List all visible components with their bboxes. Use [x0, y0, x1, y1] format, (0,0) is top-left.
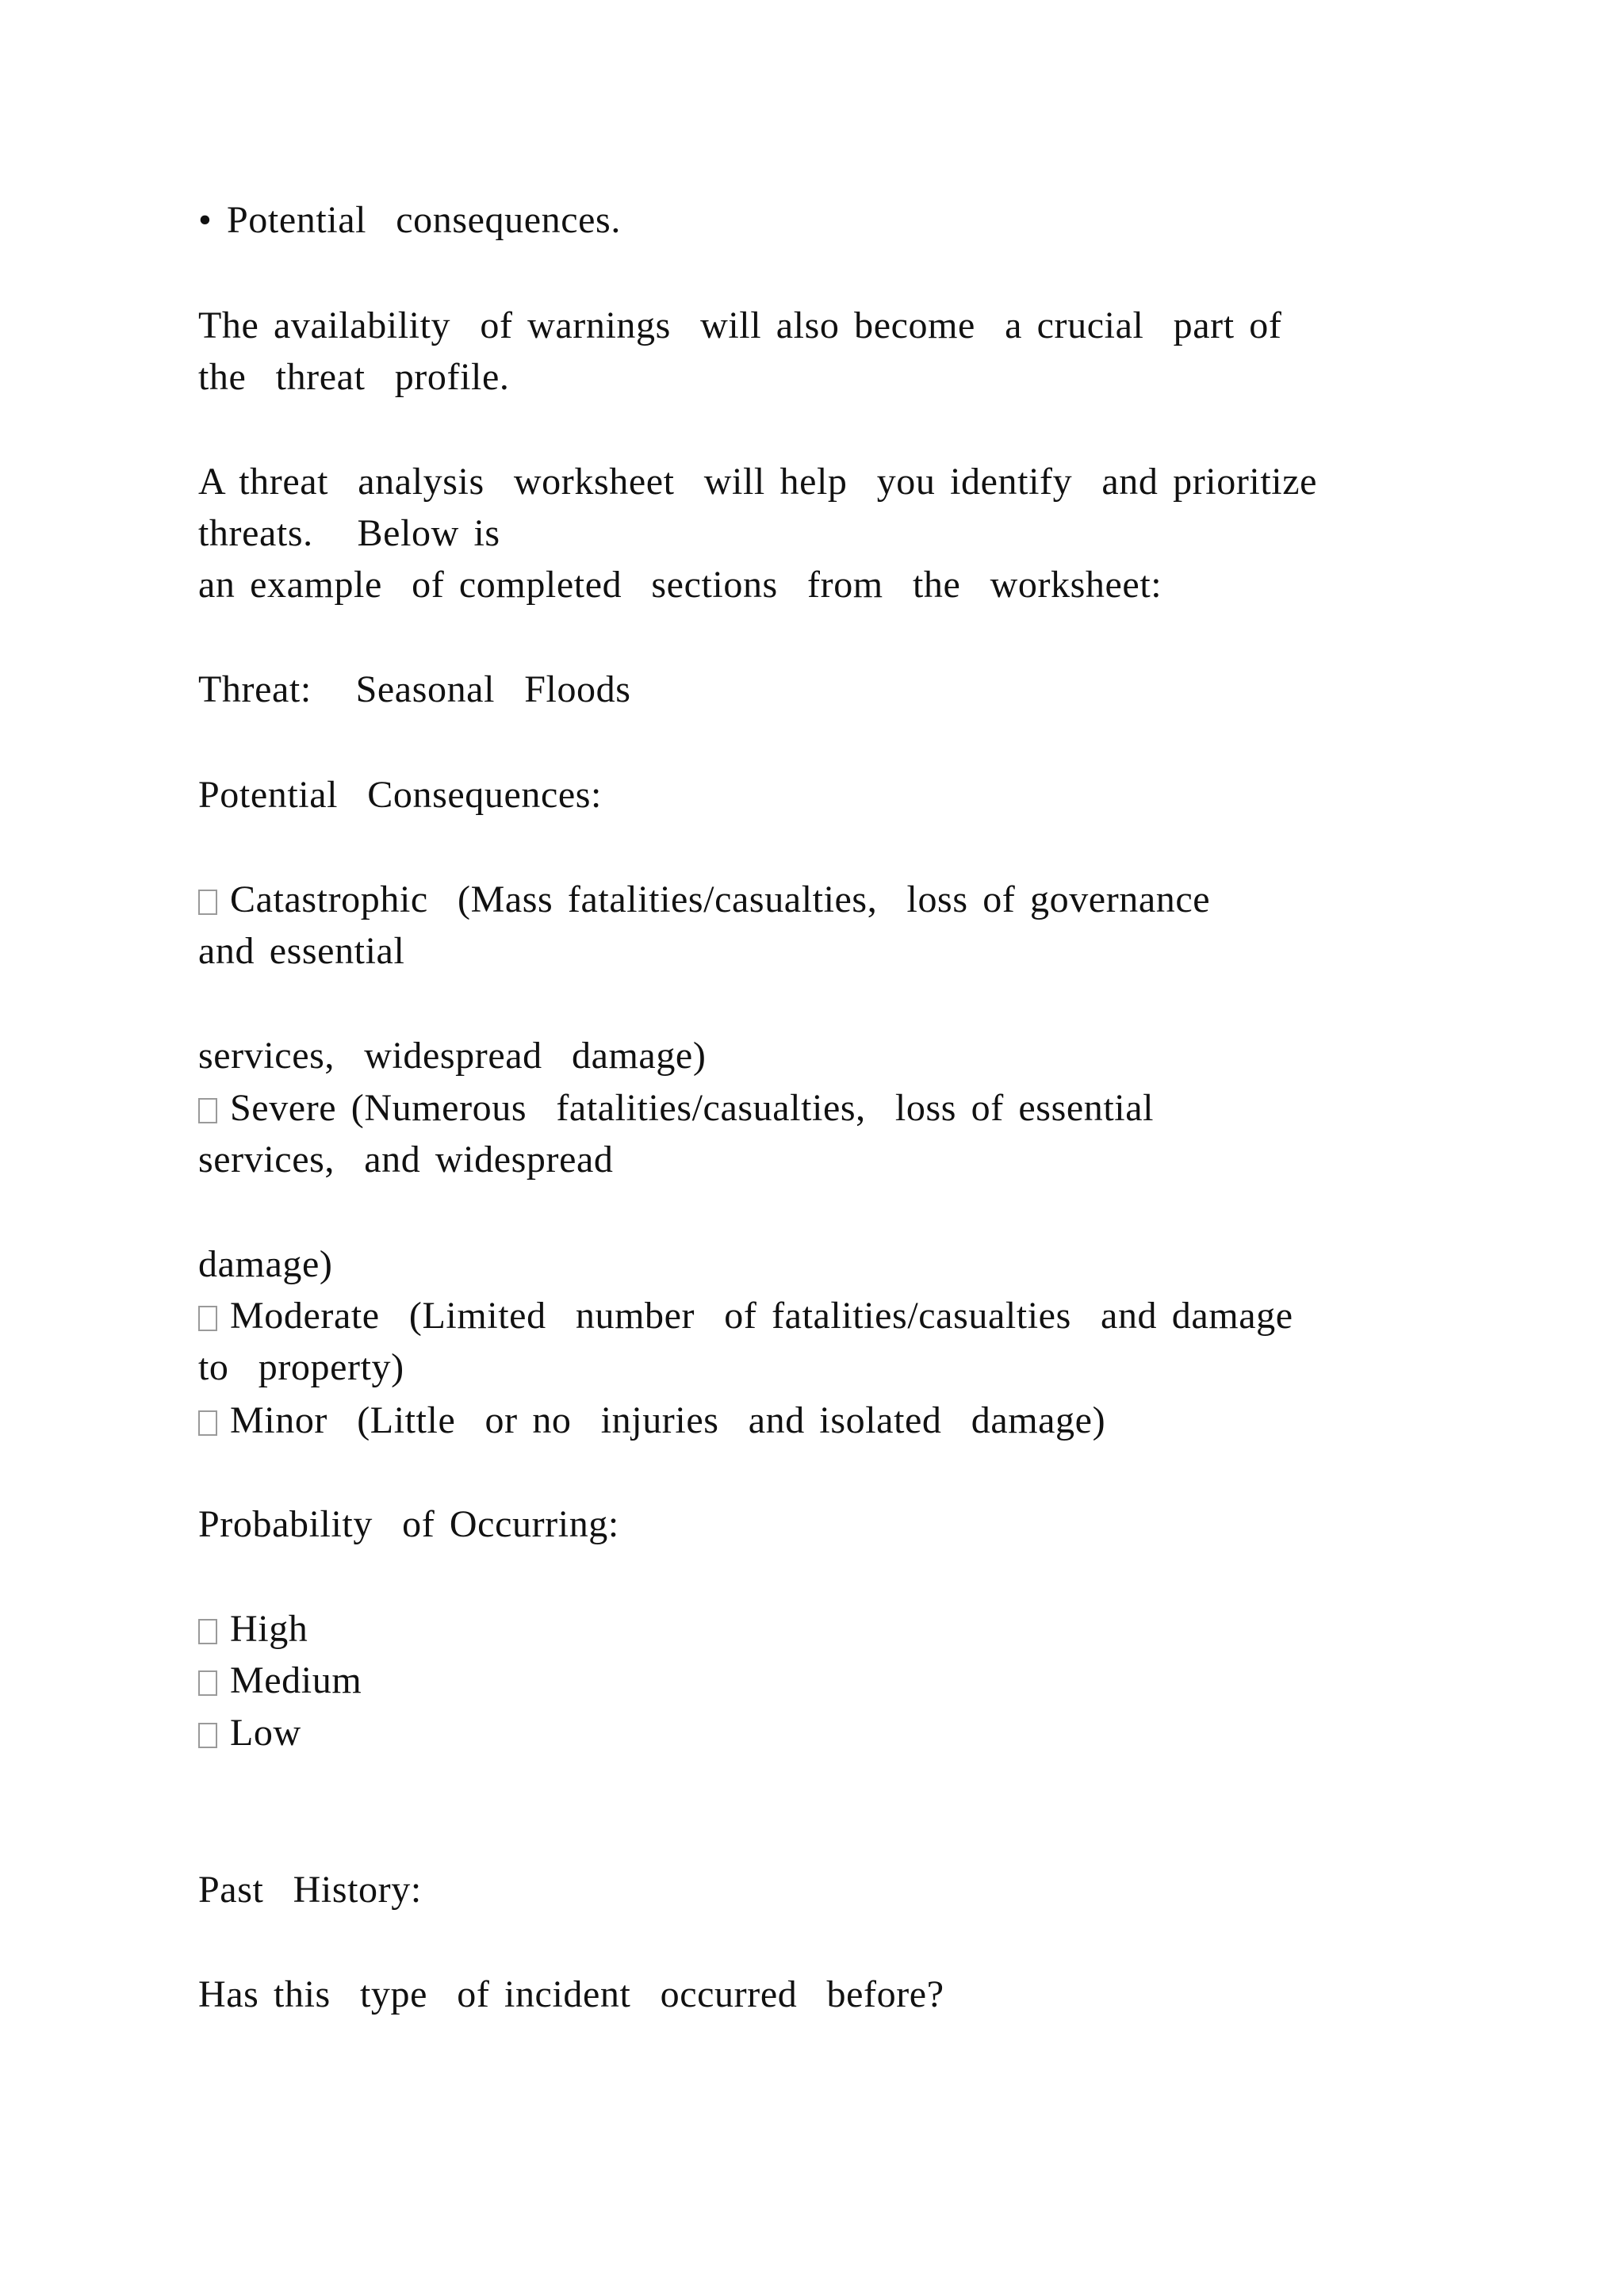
threat-line: Threat: Seasonal Floods — [198, 668, 631, 710]
checkbox-icon — [198, 890, 217, 915]
option-high — [198, 1605, 308, 1653]
option-severe-line-2: services, and widespread — [198, 1138, 614, 1181]
option-catastrophic — [198, 876, 1210, 924]
option-catastrophic-label-1: Catastrophic (Mass fatalities/casualties, loss of governance — [230, 878, 1211, 920]
paragraph-worksheet-line-3: an example of completed sections from the worksheet: — [198, 564, 1162, 606]
option-catastrophic-line-3: services, widespread damage) — [198, 1035, 707, 1077]
option-high-label: High — [230, 1608, 308, 1650]
consequences-heading: Potential Consequences: — [198, 774, 602, 816]
paragraph-warnings-line-1: The availability of warnings will also become a crucial part of — [198, 304, 1282, 346]
option-severe-label-1: Severe (Numerous fatalities/casualties, loss of essential — [230, 1087, 1155, 1129]
option-moderate-label-1: Moderate (Limited number of fatalities/casualties and damage — [230, 1295, 1293, 1337]
option-moderate — [198, 1292, 1293, 1340]
probability-heading: Probability of Occurring: — [198, 1503, 619, 1545]
option-catastrophic-line-2: and essential — [198, 930, 405, 972]
option-medium-label: Medium — [230, 1659, 362, 1701]
checkbox-icon — [198, 1723, 217, 1748]
checkbox-icon — [198, 1410, 217, 1436]
option-low-label: Low — [230, 1712, 301, 1754]
bullet-potential-consequences: • Potential consequences. — [198, 199, 621, 241]
paragraph-worksheet-line-1: A threat analysis worksheet will help you identify and prioritize — [198, 461, 1318, 503]
option-moderate-line-2: to property) — [198, 1346, 404, 1388]
history-question: Has this type of incident occurred before? — [198, 1973, 944, 2015]
option-medium — [198, 1657, 362, 1705]
checkbox-icon — [198, 1306, 217, 1331]
history-heading: Past History: — [198, 1869, 422, 1911]
checkbox-icon — [198, 1670, 217, 1696]
option-severe-line-3: damage) — [198, 1243, 333, 1285]
option-severe — [198, 1085, 1154, 1132]
option-low — [198, 1709, 301, 1757]
option-minor-label: Minor (Little or no injuries and isolated damage) — [230, 1399, 1106, 1441]
checkbox-icon — [198, 1098, 217, 1123]
paragraph-warnings-line-2: the threat profile. — [198, 356, 510, 398]
option-minor — [198, 1397, 1105, 1445]
paragraph-worksheet-line-2: threats. Below is — [198, 512, 500, 554]
checkbox-icon — [198, 1619, 217, 1644]
